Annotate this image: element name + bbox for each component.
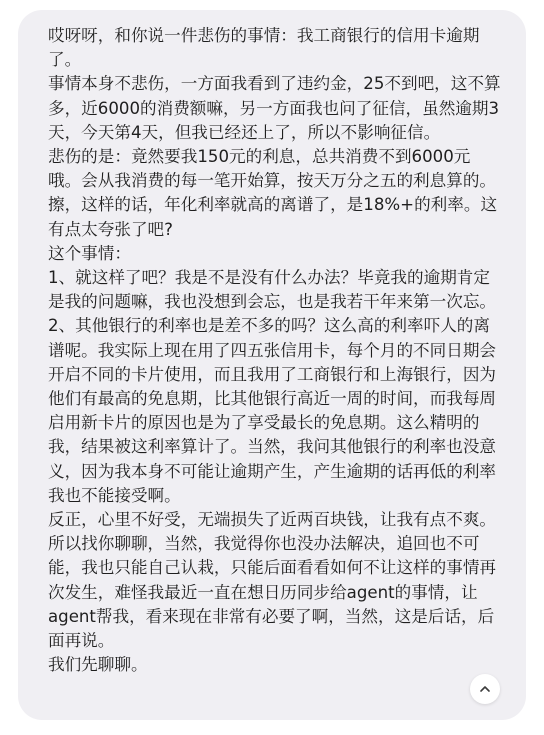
chevron-up-icon [479,683,491,695]
collapse-message-button[interactable] [470,674,500,704]
message-paragraph: 悲伤的是：竟然要我150元的利息，总共消费不到6000元哦。会从我消费的每一笔开始算，按天万分之五的利息算的。擦，这样的话，年化利率就高的离谱了，是18%+的利率。这有点太夸张了吧? [48,147,498,239]
message-paragraph: 事情本身不悲伤，一方面我看到了违约金，25不到吧，这不算多，近6000的消费额嘛，另一方面我也问了征信，虽然逾期3天，今天第4天，但我已经还上了，所以不影响征信。 [48,74,501,142]
message-paragraph: 1、就这样了吧？我是不是没有什么办法？毕竟我的逾期肯定是我的问题嘛，我也没想到会忘，也是我若干年来第一次忘。 [48,268,497,312]
message-paragraph: 反正，心里不好受，无端损失了近两百块钱，让我有点不爽。所以找你聊聊，当然，我觉得你也没办法解决，追回也不可能，我也只能自己认栽，只能后面看看如何不让这样的事情再次发生，难怪我最近一直在想日历同步给agent的事情，让agent帮我，看来现在非常有必要了啊，当然，这是后话，后面再说。 [48,510,497,651]
message-paragraph: 2、其他银行的利率也是差不多的吗？这么高的利率吓人的离谱呢。我实际上现在用了四五张信用卡，每个月的不同日期会开启不同的卡片使用，而且我用了工商银行和上海银行，因为他们有最高的免息期，比其他银行高近一周的时间，而我每周启用新卡片的原因也是为了享受最长的免息期。这么精明的我，结果被这利率算计了。当然，我问其他银行的利率也没意义，因为我本身不可能让逾期产生，产生逾期的话再低的利率我也不能接受啊。 [48,316,497,505]
message-paragraph: 这个事情： [48,243,131,263]
message-paragraph: 我们先聊聊。 [48,655,148,675]
user-message-bubble [18,10,526,720]
message-text [48,24,502,677]
message-paragraph: 哎呀呀，和你说一件悲伤的事情：我工商银行的信用卡逾期了。 [48,26,480,70]
